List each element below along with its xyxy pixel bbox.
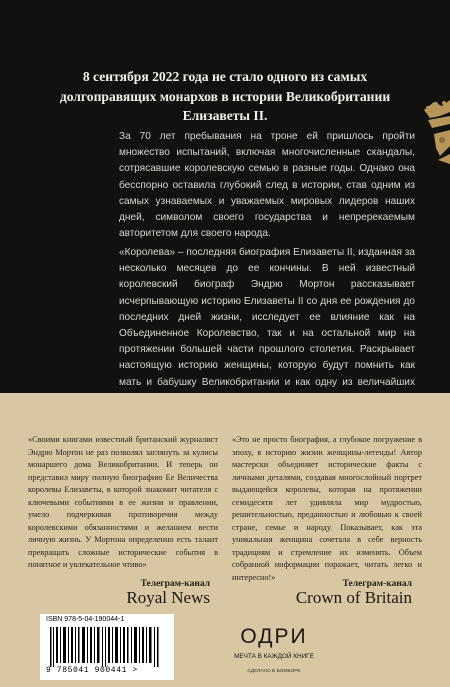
- headline: 8 сентября 2022 года не стало одного из самых долгоправящих монархов в истории Великобритании Елизаветы II.: [59, 69, 391, 123]
- review-source-name-1: Royal News: [126, 588, 210, 607]
- description-paragraph-1: За 70 лет пребывания на троне ей пришлось пройти множество испытаний, включая многочисленные скандалы, сотрясавшие королевскую семью в разные годы. Однако она бесспорно оставила глубокий след в истории, став одним из самых узнаваемых и уважаемых мировых лидеров наших дней, символом своего государства и непререкаемым авторитетом для своего народа.: [119, 131, 415, 240]
- publisher-tagline: МЕЧТА В КАЖДОЙ КНИГЕ: [234, 653, 314, 660]
- barcode: [40, 614, 174, 680]
- description-paragraph-2: «Королева» – последняя биография Елизаветы II, изданная за несколько месяцев до ее кончины. В ней известный королевский биограф Эндрю Мортон рассказывает исчерпывающую историю Елизаветы II со дня ее рождения до последних дней жизни, исследует ее влияние как на Объединенное Королевство, так и на остальной мир на протяжении большей части прошлого столетия. Раскрывает настоящую историю женщины, которую будут помнить как мать и бабушку Великобритании и как одну из величайших: [119, 247, 415, 388]
- review-source-name-2: Crown of Britain: [295, 588, 412, 607]
- isbn-text: ISBN 978-5-04-190044-1: [46, 616, 125, 623]
- review-source-label-1: Телеграм-канал: [140, 579, 210, 589]
- review-quote-1: «Своими книгами известный британский журналист Эндрю Мортон не раз позволял заглянуть за кулисы монаршего дома Великобритании. И теперь он представил миру полную биографию Ее Величества королевы Елизаветы, в которой знакомит читателя с ключевыми событиями в ее жизни и правлении, умело подчеркивая противоречия между королевскими обязанностями и желанием вести личную жизнь. У Мортона определенно есть талант превращать сложные исторические события в понятное и увлекательное чтиво»: [28, 435, 218, 569]
- barcode-bars-icon: [50, 627, 164, 667]
- publisher-made-in: СДЕЛАНО В БОМБОРЕ: [247, 669, 301, 674]
- review-quote-2: «Это не просто биография, а глубокое погружение в эпоху, в историю жизни женщины-легенды! Автор мастерски объединяет исторические факты с личными деталями, создавая многослойный портрет выдающейся королевы, которая на протяжении семидесяти лет удивляла мир мудростью, решительностью, преданностью и любовью к своей стране, семье и народу. Показывает, как эта уникальная женщина сочетала в себе верность традициям и стремление их изменять. Объем собранной информации поражает, читать легко и интересно!»: [232, 435, 422, 582]
- review-source-label-2: Телеграм-канал: [342, 579, 412, 589]
- barcode-number: 9 785041 900441 >: [46, 666, 138, 675]
- publisher-logo: ОДРИ: [240, 625, 308, 648]
- crown-ornament-icon: [420, 90, 450, 168]
